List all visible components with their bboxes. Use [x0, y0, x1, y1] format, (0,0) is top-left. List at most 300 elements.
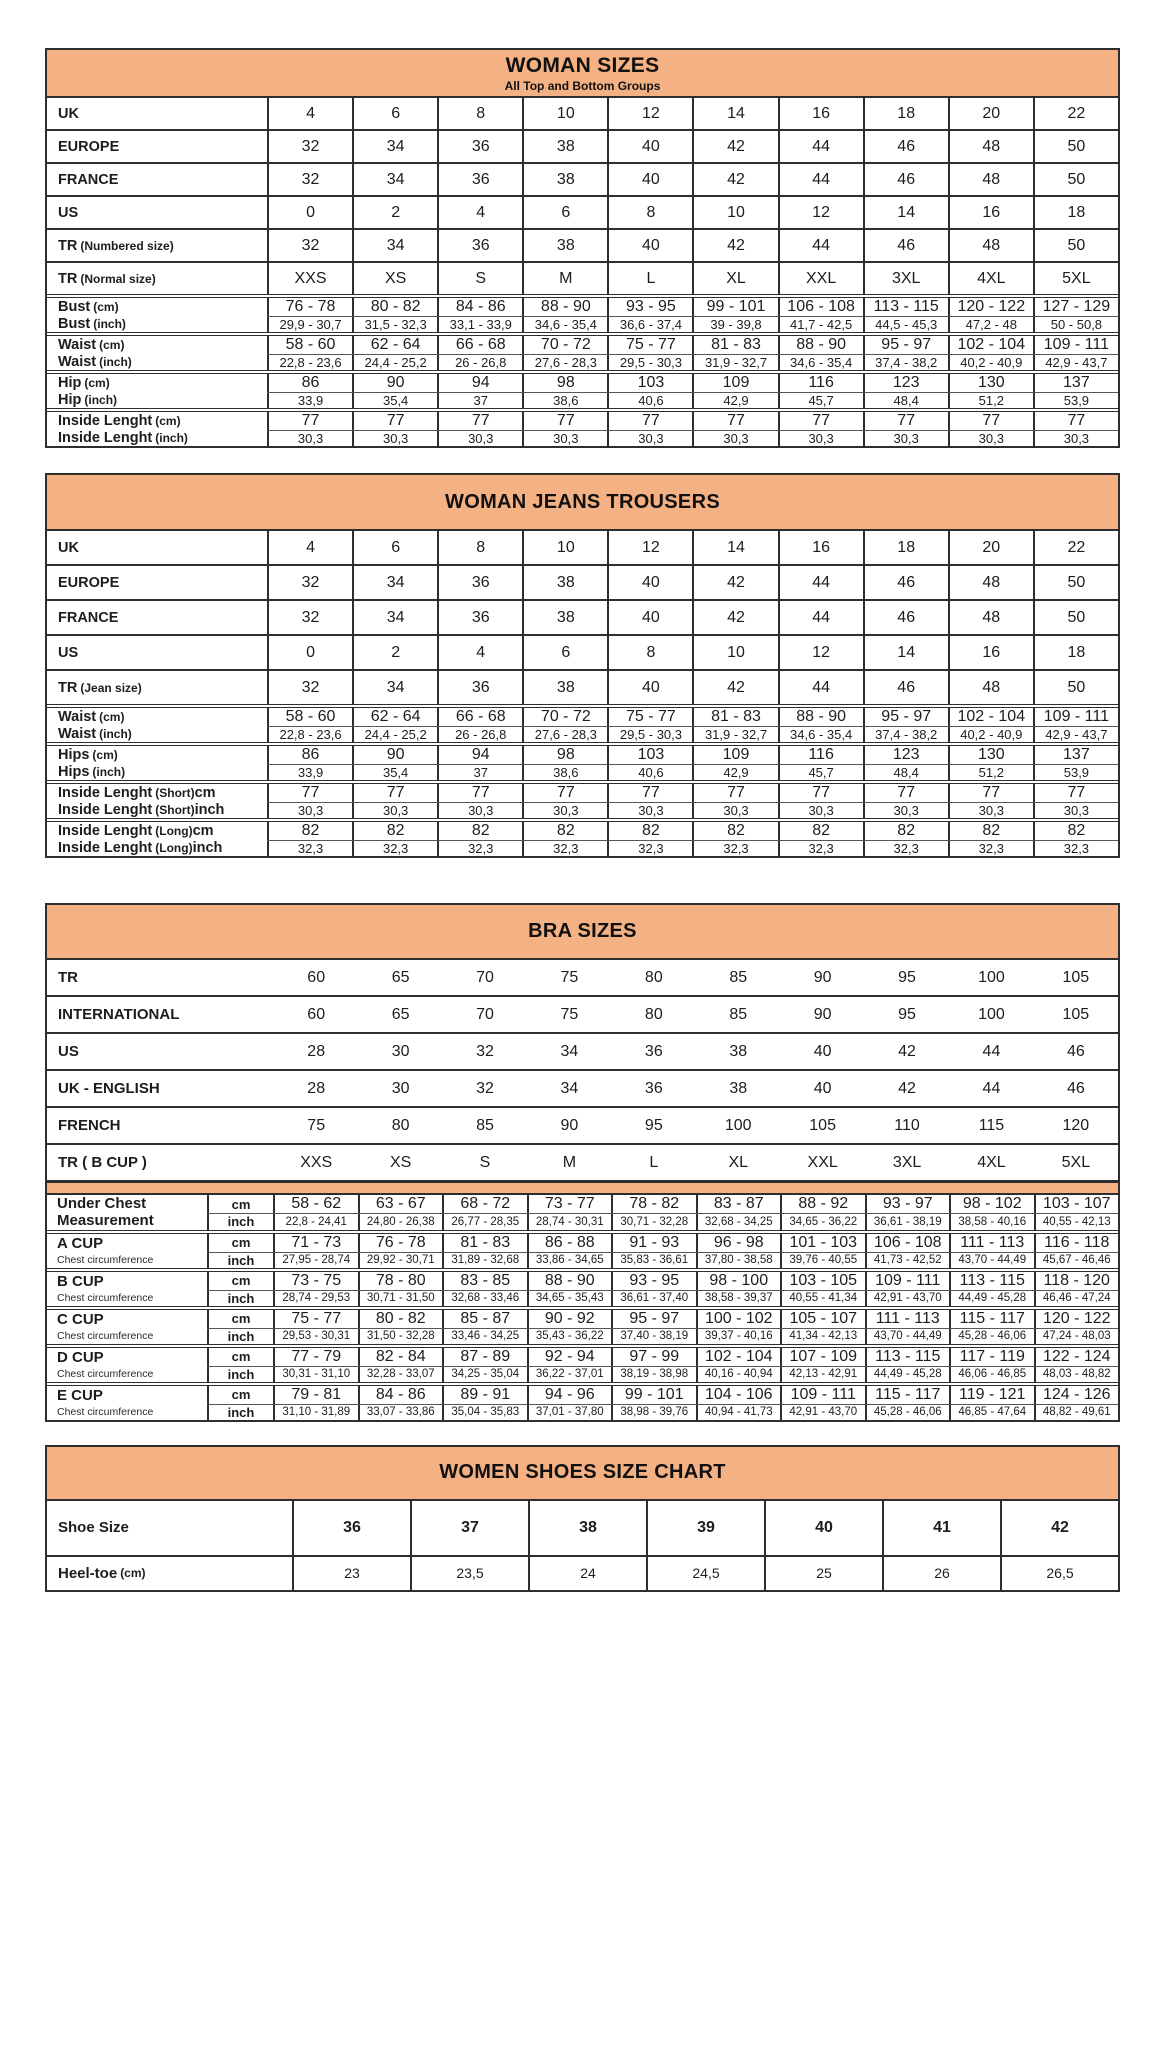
size-value: 37 — [410, 1501, 528, 1555]
row-label-cell — [47, 784, 267, 818]
size-value: 39,37 - 40,16 — [696, 1329, 781, 1344]
size-value: 70 — [476, 968, 494, 986]
cup-values — [207, 1272, 1118, 1306]
size-value: 77 — [692, 412, 777, 430]
size-value: 77 — [948, 412, 1033, 430]
size-value: 32,3 — [607, 841, 692, 856]
size-value: 130 — [948, 746, 1033, 764]
size-value: 29,53 - 30,31 — [273, 1329, 358, 1344]
cup-label: D CUP — [57, 1348, 104, 1366]
size-value: 32,3 — [522, 841, 607, 856]
size-value: 109 — [692, 746, 777, 764]
size-value: 12 — [778, 636, 863, 669]
size-value: 40 — [607, 671, 692, 704]
size-value: 120 - 122 — [948, 298, 1033, 316]
size-value: 75 - 77 — [607, 708, 692, 726]
size-value: 30,3 — [863, 803, 948, 818]
size-value: 106 - 108 — [778, 298, 863, 316]
size-value: 48,82 - 49,61 — [1034, 1405, 1119, 1420]
size-value: 0 — [267, 197, 352, 228]
size-value: 123 — [863, 374, 948, 392]
size-value: 16 — [778, 98, 863, 129]
cup-label: C CUP — [57, 1310, 104, 1328]
size-value: 88 - 90 — [527, 1272, 612, 1290]
shoes-size-body — [47, 1501, 1118, 1590]
table-row — [47, 566, 1118, 599]
table-title: BRA SIZES — [528, 920, 637, 942]
size-value: 26 - 26,8 — [437, 727, 522, 742]
size-value: 4XL — [977, 1153, 1006, 1171]
size-value: 117 - 119 — [949, 1348, 1034, 1366]
size-value: 30,3 — [948, 803, 1033, 818]
table-row — [47, 997, 1118, 1032]
table-row — [267, 802, 1118, 818]
size-value: 42 — [1000, 1501, 1118, 1555]
size-value: 42,9 — [692, 765, 777, 780]
table-row — [47, 1145, 1118, 1180]
unit-label: cm — [207, 1386, 273, 1404]
size-value: 37 — [437, 393, 522, 408]
size-value: 90 — [813, 1005, 832, 1023]
size-value: 100 — [724, 1116, 752, 1134]
size-value: 42,13 - 42,91 — [780, 1367, 865, 1382]
size-value: 16 — [778, 531, 863, 564]
row-label: Hip (cm) — [58, 374, 110, 391]
row-label-cell — [47, 298, 267, 332]
size-value: 23 — [292, 1557, 410, 1590]
cup-row-pair — [47, 1234, 1118, 1268]
size-value: 33,9 — [267, 765, 352, 780]
cup-row-pair — [47, 1272, 1118, 1306]
size-value: 16 — [948, 636, 1033, 669]
size-value: 115 - 117 — [865, 1386, 950, 1404]
row-values — [267, 374, 1118, 408]
size-value: 32,3 — [1033, 841, 1118, 856]
size-value: 80 — [644, 968, 663, 986]
size-value: 42 — [898, 1042, 916, 1060]
cup-label: E CUP — [57, 1386, 103, 1404]
size-value: 46 — [1066, 1042, 1085, 1060]
size-value: 82 — [948, 822, 1033, 840]
size-value: 90 — [352, 374, 437, 392]
size-value: 90 — [813, 968, 832, 986]
size-value: 120 - 122 — [1034, 1310, 1119, 1328]
size-value: 77 — [522, 784, 607, 802]
size-value: 123 — [863, 746, 948, 764]
size-value: 120 — [1062, 1116, 1090, 1134]
size-value: 73 - 77 — [527, 1195, 612, 1213]
table-row — [267, 822, 1118, 840]
row-label: US — [58, 644, 79, 661]
cup-sublabel: Chest circumference — [57, 1292, 154, 1305]
size-value: 47,24 - 48,03 — [1034, 1329, 1119, 1344]
size-value: 31,9 - 32,7 — [692, 355, 777, 370]
size-value: 32 — [267, 131, 352, 162]
table-row — [47, 263, 1118, 294]
row-group — [47, 1032, 1118, 1069]
cup-label-cell — [47, 1310, 207, 1344]
size-value: 38 — [528, 1501, 646, 1555]
size-value: 6 — [522, 197, 607, 228]
size-value: 48 — [948, 164, 1033, 195]
row-values — [267, 336, 1118, 370]
size-value: 14 — [692, 98, 777, 129]
size-value: 42,9 — [692, 393, 777, 408]
table-row — [267, 354, 1118, 370]
size-value: 77 — [778, 412, 863, 430]
size-value: 33,9 — [267, 393, 352, 408]
size-value: 71 - 73 — [273, 1234, 358, 1252]
size-value: 30,3 — [267, 431, 352, 446]
row-label: Inside Lenght (Short) inch — [58, 801, 225, 818]
size-value: 32 — [476, 1042, 494, 1060]
size-value: 35,83 - 36,61 — [611, 1253, 696, 1268]
size-value: 85 — [476, 1116, 494, 1134]
row-label: Waist (cm) — [58, 708, 125, 725]
row-label-unit: (inch) — [93, 316, 126, 331]
size-value: 91 - 93 — [611, 1234, 696, 1252]
row-values — [267, 708, 1118, 742]
row-label-unit: (cm) — [155, 413, 181, 428]
row-group — [47, 704, 1118, 742]
size-value: 58 - 60 — [267, 336, 352, 354]
row-label-unit: (inch) — [99, 726, 132, 741]
size-value: 77 — [948, 784, 1033, 802]
row-group — [47, 960, 1118, 995]
size-value: 12 — [607, 531, 692, 564]
size-value: 82 — [267, 822, 352, 840]
unit-label: cm — [207, 1310, 273, 1328]
table-row — [267, 840, 1118, 856]
row-label-cell — [47, 746, 267, 780]
table-row — [267, 764, 1118, 780]
row-label-unit: (inch) — [84, 392, 118, 407]
cup-label-cell — [47, 1386, 207, 1420]
cup-sublabel: Chest circumference — [57, 1406, 154, 1419]
size-value: 137 — [1033, 374, 1118, 392]
size-value: 86 - 88 — [527, 1234, 612, 1252]
size-value: 77 — [437, 784, 522, 802]
size-value: 78 - 82 — [611, 1195, 696, 1213]
size-value: 82 - 84 — [358, 1348, 443, 1366]
size-value: 43,70 - 44,49 — [949, 1253, 1034, 1268]
size-value: 115 - 117 — [949, 1310, 1034, 1328]
size-value: 30,3 — [948, 431, 1033, 446]
size-value: 8 — [437, 531, 522, 564]
size-value: 2 — [352, 636, 437, 669]
size-value: 28 — [307, 1042, 326, 1060]
size-value: 44 — [778, 566, 863, 599]
size-value: 33,86 - 34,65 — [527, 1253, 612, 1268]
table-row — [207, 1328, 1118, 1344]
size-value: 100 - 102 — [696, 1310, 781, 1328]
row-label: Bust (cm) — [58, 298, 119, 315]
size-value: 75 - 77 — [273, 1310, 358, 1328]
row-group — [47, 408, 1118, 446]
size-value: 109 - 111 — [1033, 708, 1118, 726]
size-value: 14 — [863, 636, 948, 669]
size-value: 31,50 - 32,28 — [358, 1329, 443, 1344]
size-value: 20 — [948, 531, 1033, 564]
bra-sizes-body — [47, 960, 1118, 1420]
unit-label: cm — [207, 1272, 273, 1290]
size-value: 103 - 105 — [780, 1272, 865, 1290]
row-group — [47, 1501, 1118, 1555]
size-value: 30 — [391, 1042, 410, 1060]
size-value: 32 — [267, 566, 352, 599]
size-value: 35,4 — [352, 765, 437, 780]
row-label: UK - ENGLISH — [58, 1080, 160, 1097]
size-value: 62 - 64 — [352, 708, 437, 726]
size-value: 2 — [352, 197, 437, 228]
table-title: WOMAN SIZES — [505, 53, 660, 77]
size-value: 8 — [607, 197, 692, 228]
row-label: Heel-toe (cm) — [58, 1564, 146, 1582]
size-value: 82 — [437, 822, 522, 840]
size-value: 118 - 120 — [1034, 1272, 1119, 1290]
size-value: 34,25 - 35,04 — [442, 1367, 527, 1382]
size-value: 90 — [560, 1116, 579, 1134]
size-value: 33,46 - 34,25 — [442, 1329, 527, 1344]
table-row — [207, 1386, 1118, 1404]
size-value: 38 — [522, 131, 607, 162]
row-label: UK — [58, 539, 79, 556]
size-value: 36 — [644, 1042, 663, 1060]
row-label-unit: (Short) — [155, 802, 195, 817]
table-row — [47, 531, 1118, 564]
row-group — [47, 780, 1118, 818]
cup-values — [207, 1234, 1118, 1268]
size-value: L — [607, 263, 692, 294]
woman-sizes-header — [47, 50, 1118, 98]
size-value: 3XL — [892, 1153, 922, 1171]
size-value: 32 — [476, 1079, 494, 1097]
table-row — [207, 1366, 1118, 1382]
row-label: Waist (inch) — [58, 353, 132, 370]
table-row — [47, 671, 1118, 704]
row-label-unit: (cm) — [93, 299, 119, 314]
row-label: FRANCE — [58, 171, 119, 188]
size-value: 0 — [267, 636, 352, 669]
size-value: 22,8 - 23,6 — [267, 727, 352, 742]
cup-label: Under Chest Measurement — [57, 1195, 154, 1230]
size-value: 28 — [307, 1079, 326, 1097]
size-value: 109 - 111 — [780, 1386, 865, 1404]
size-value: 105 — [1062, 968, 1090, 986]
size-value: 38,19 - 38,98 — [611, 1367, 696, 1382]
table-subtitle: All Top and Bottom Groups — [504, 78, 661, 93]
size-value: 51,2 — [948, 393, 1033, 408]
size-value: 44,49 - 45,28 — [949, 1291, 1034, 1306]
size-value: 77 — [267, 412, 352, 430]
size-value: 46 — [863, 230, 948, 261]
size-value: 32,3 — [948, 841, 1033, 856]
size-value: 80 — [644, 1005, 663, 1023]
size-value: 36 — [644, 1079, 663, 1097]
cup-group — [47, 1306, 1118, 1344]
row-group — [47, 261, 1118, 294]
row-label-cell — [47, 822, 267, 856]
size-value: 42 — [692, 131, 777, 162]
row-label: Inside Lenght (cm) — [58, 412, 181, 429]
size-value: 42,9 - 43,7 — [1033, 355, 1118, 370]
size-value: 12 — [778, 197, 863, 228]
size-value: 26,77 - 28,35 — [442, 1214, 527, 1230]
table-row — [267, 784, 1118, 802]
size-value: 82 — [1033, 822, 1118, 840]
size-value: 38 — [522, 566, 607, 599]
size-value: 77 — [352, 784, 437, 802]
unit-label: cm — [207, 1234, 273, 1252]
size-value: 46,06 - 46,85 — [949, 1367, 1034, 1382]
size-value: 77 — [267, 784, 352, 802]
size-value: 29,92 - 30,71 — [358, 1253, 443, 1268]
size-value: 30,3 — [1033, 431, 1118, 446]
size-value: 80 — [391, 1116, 410, 1134]
unit-label: cm — [207, 1195, 273, 1213]
table-row — [47, 1501, 1118, 1555]
size-value: 77 — [778, 784, 863, 802]
size-value: 26 — [882, 1557, 1000, 1590]
unit-label: inch — [207, 1405, 273, 1420]
size-value: 94 - 96 — [527, 1386, 612, 1404]
size-value: 93 - 95 — [611, 1272, 696, 1290]
size-value: 77 — [437, 412, 522, 430]
size-value: 48,03 - 48,82 — [1034, 1367, 1119, 1382]
size-value: 32,68 - 33,46 — [442, 1291, 527, 1306]
size-value: 98 — [522, 374, 607, 392]
size-value: 48 — [948, 566, 1033, 599]
size-value: 105 — [1062, 1005, 1090, 1023]
size-value: 86 — [267, 374, 352, 392]
size-value: 40,55 - 41,34 — [780, 1291, 865, 1306]
size-value: 18 — [863, 531, 948, 564]
size-value: 29,5 - 30,3 — [607, 355, 692, 370]
cup-sublabel: Chest circumference — [57, 1330, 154, 1343]
row-group — [47, 129, 1118, 162]
row-pair — [47, 822, 1118, 856]
size-value: 50 — [1033, 671, 1118, 704]
size-value: 75 — [307, 1116, 326, 1134]
row-label: TR — [58, 969, 78, 986]
row-group — [47, 669, 1118, 704]
size-value: 50 — [1033, 230, 1118, 261]
size-value: 102 - 104 — [696, 1348, 781, 1366]
table-row — [47, 1557, 1118, 1590]
row-label: Bust (inch) — [58, 315, 126, 332]
size-value: 34 — [352, 566, 437, 599]
size-value: 34 — [352, 164, 437, 195]
size-value: 93 - 97 — [865, 1195, 950, 1213]
size-value: 5XL — [1061, 1153, 1091, 1171]
row-label-unit: (cm) — [99, 709, 125, 724]
size-value: 85 - 87 — [442, 1310, 527, 1328]
cup-row-pair — [47, 1195, 1118, 1230]
size-value: 46,46 - 47,24 — [1034, 1291, 1119, 1306]
size-value: 8 — [607, 636, 692, 669]
size-value: 122 - 124 — [1034, 1348, 1119, 1366]
size-value: 50 - 50,8 — [1033, 317, 1118, 332]
size-value: 34 — [560, 1079, 579, 1097]
jeans-trousers-header — [47, 475, 1118, 531]
size-value: 34,6 - 35,4 — [522, 317, 607, 332]
size-value: 39,76 - 40,55 — [780, 1253, 865, 1268]
size-value: 113 - 115 — [863, 298, 948, 316]
row-label: Inside Lenght (Short) cm — [58, 784, 216, 801]
size-value: 34,65 - 35,43 — [527, 1291, 612, 1306]
size-value: 29,9 - 30,7 — [267, 317, 352, 332]
table-row — [47, 636, 1118, 669]
size-value: 28,74 - 30,31 — [527, 1214, 612, 1230]
size-value: 119 - 121 — [949, 1386, 1034, 1404]
size-value: 33,07 - 33,86 — [358, 1405, 443, 1420]
size-value: 50 — [1033, 164, 1118, 195]
table-row — [267, 430, 1118, 446]
size-value: 32 — [267, 671, 352, 704]
size-value: 25 — [764, 1557, 882, 1590]
table-row — [267, 392, 1118, 408]
size-value: 40 — [813, 1042, 832, 1060]
size-value: 70 - 72 — [522, 336, 607, 354]
row-pair — [47, 336, 1118, 370]
row-group — [47, 228, 1118, 261]
size-value: 24,4 - 25,2 — [352, 727, 437, 742]
size-value: 44,5 - 45,3 — [863, 317, 948, 332]
size-value: 18 — [863, 98, 948, 129]
size-value: 30,31 - 31,10 — [273, 1367, 358, 1382]
size-value: 89 - 91 — [442, 1386, 527, 1404]
table-row — [267, 726, 1118, 742]
row-label: Hip (inch) — [58, 391, 118, 408]
size-value: 85 — [729, 1005, 748, 1023]
size-value: 6 — [522, 636, 607, 669]
size-value: 40 — [607, 230, 692, 261]
size-value: 44 — [778, 131, 863, 162]
size-value: 77 — [692, 784, 777, 802]
size-value: 62 - 64 — [352, 336, 437, 354]
size-value: 102 - 104 — [948, 708, 1033, 726]
size-value: 30,3 — [607, 431, 692, 446]
row-values — [267, 298, 1118, 332]
size-value: 18 — [1033, 197, 1118, 228]
size-value: 41,73 - 42,52 — [865, 1253, 950, 1268]
size-value: 30,3 — [863, 431, 948, 446]
size-value: 53,9 — [1033, 393, 1118, 408]
size-value: 75 — [560, 1005, 579, 1023]
row-group — [47, 98, 1118, 129]
size-value: XXS — [300, 1153, 333, 1171]
size-value: 77 — [1033, 412, 1118, 430]
row-group — [47, 294, 1118, 332]
size-value: 109 - 111 — [1033, 336, 1118, 354]
row-values — [267, 784, 1118, 818]
size-value: 30,3 — [692, 803, 777, 818]
row-label: INTERNATIONAL — [58, 1006, 180, 1023]
size-value: 10 — [692, 197, 777, 228]
size-value: 42,91 - 43,70 — [780, 1405, 865, 1420]
size-value: 8 — [437, 98, 522, 129]
cup-label-cell — [47, 1348, 207, 1382]
size-value: XL — [692, 263, 777, 294]
size-value: 86 — [267, 746, 352, 764]
size-value: 42 — [692, 164, 777, 195]
size-value: 40,94 - 41,73 — [696, 1405, 781, 1420]
size-value: 40,55 - 42,13 — [1034, 1214, 1119, 1230]
size-value: 26 - 26,8 — [437, 355, 522, 370]
size-value: 77 — [607, 784, 692, 802]
cup-label-cell — [47, 1272, 207, 1306]
size-value: XXL — [807, 1153, 838, 1171]
